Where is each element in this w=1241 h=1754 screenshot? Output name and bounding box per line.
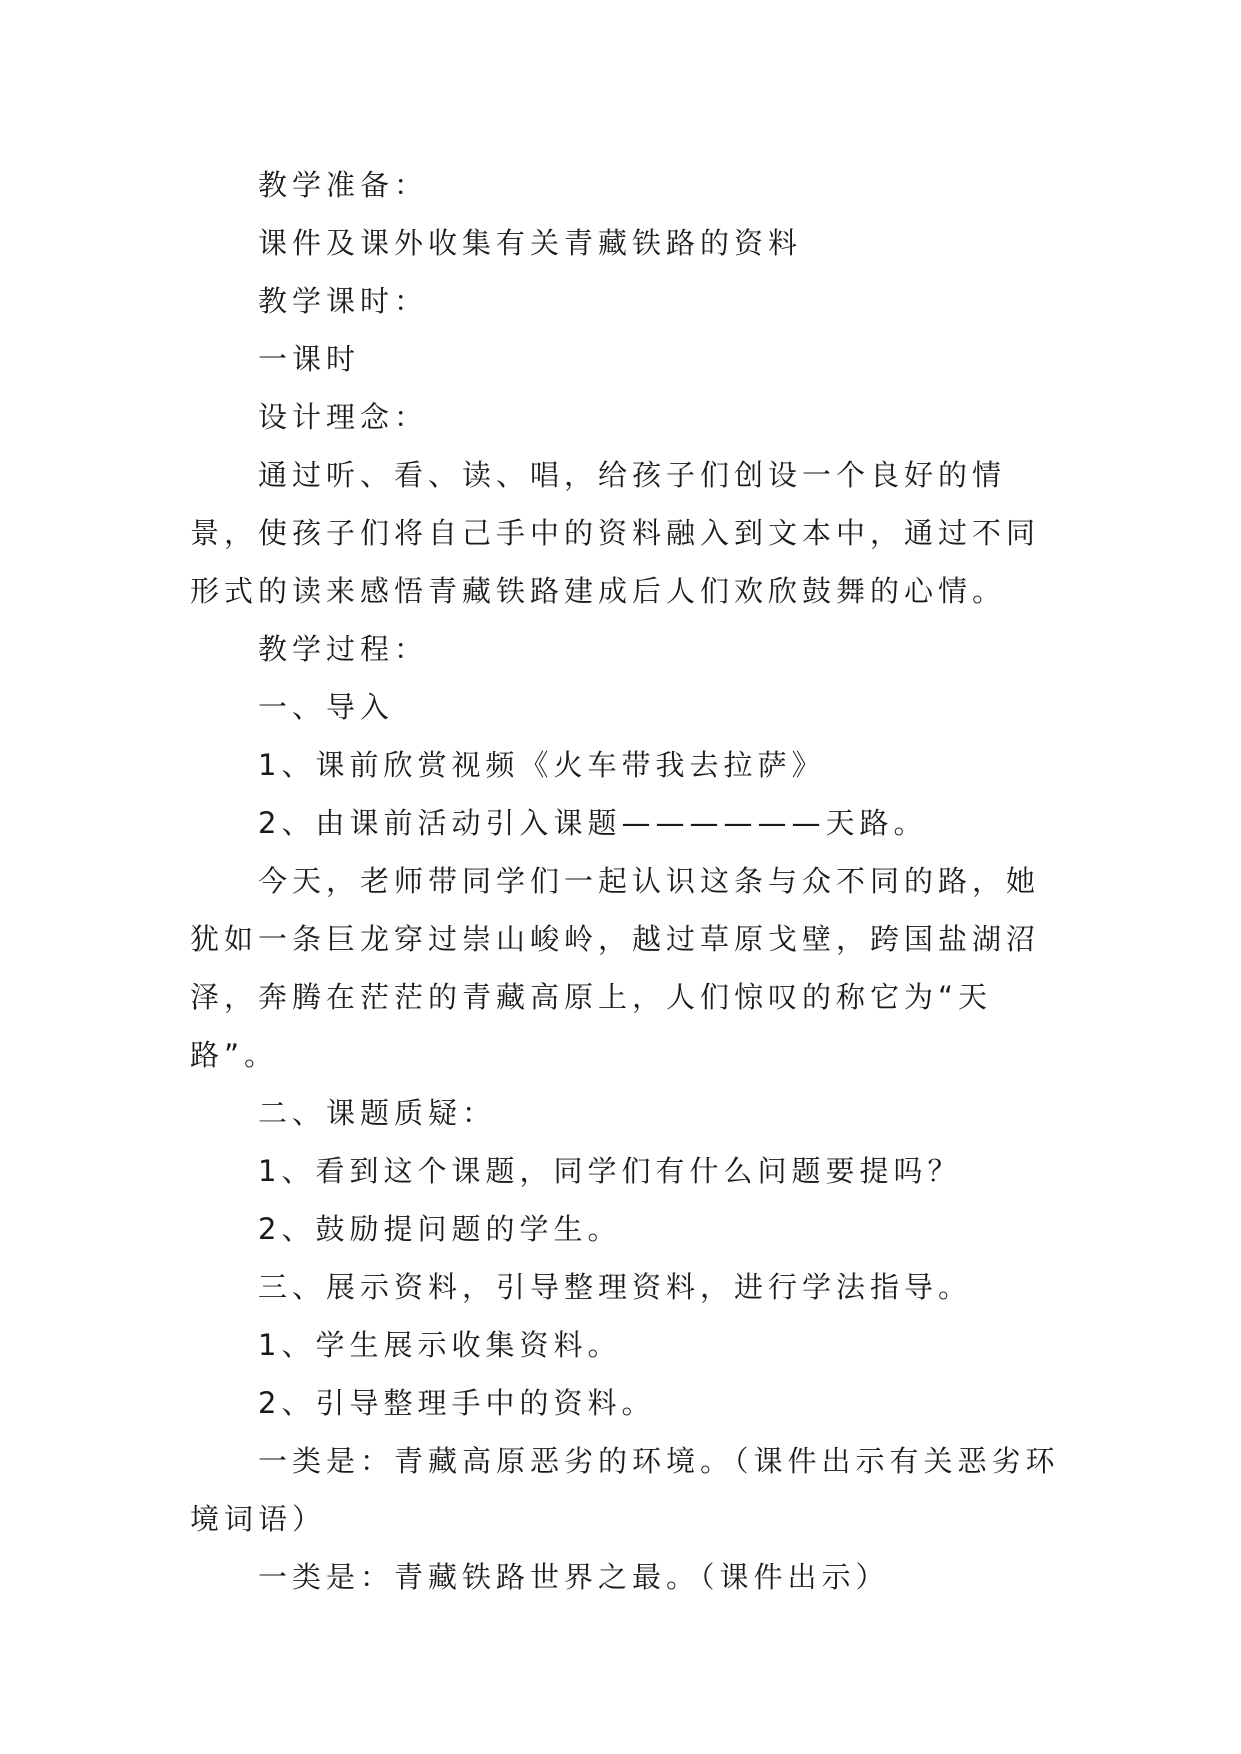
- document-body: [190, 156, 1062, 1606]
- heading-teaching-preparation: 教学准备：: [258, 168, 429, 202]
- list-item: 1、看到这个课题，同学们有什么问题要提吗？: [258, 1154, 962, 1188]
- paragraph-category-records: 一类是：青藏铁路世界之最。（课件出示）: [258, 1560, 890, 1594]
- list-item: 1、课前欣赏视频《火车带我去拉萨》: [258, 748, 826, 782]
- list-item: 1、学生展示收集资料。: [258, 1328, 622, 1362]
- paragraph-tianlu-description: 今天，老师带同学们一起认识这条与众不同的路，她犹如一条巨龙穿过崇山峻岭，越过草原戈壁，跨国盐湖沼泽，奔腾在茫茫的青藏高原上，人们惊叹的称它为“天路”。: [190, 864, 1041, 1072]
- paragraph-preparation-materials: 课件及课外收集有关青藏铁路的资料: [258, 226, 803, 260]
- list-item: 2、由课前活动引入课题——————天路。: [258, 806, 928, 840]
- section-show-materials: 三、展示资料，引导整理资料，进行学法指导。: [258, 1270, 973, 1304]
- section-question-title: 二、课题质疑：: [258, 1096, 497, 1130]
- heading-teaching-process: 教学过程：: [258, 632, 429, 666]
- heading-teaching-hours: 教学课时：: [258, 284, 429, 318]
- list-item: 2、引导整理手中的资料。: [258, 1386, 656, 1420]
- paragraph-category-environment: 一类是：青藏高原恶劣的环境。（课件出示有关恶劣环境词语）: [190, 1444, 1060, 1536]
- paragraph-hours-value: 一课时: [258, 342, 361, 376]
- list-item: 2、鼓励提问题的学生。: [258, 1212, 622, 1246]
- paragraph-design-concept: 通过听、看、读、唱，给孩子们创设一个良好的情景，使孩子们将自己手中的资料融入到文本中，通过不同形式的读来感悟青藏铁路建成后人们欢欣鼓舞的心情。: [190, 458, 1041, 608]
- section-introduction: 一、导入: [258, 690, 395, 724]
- heading-design-concept: 设计理念：: [258, 400, 429, 434]
